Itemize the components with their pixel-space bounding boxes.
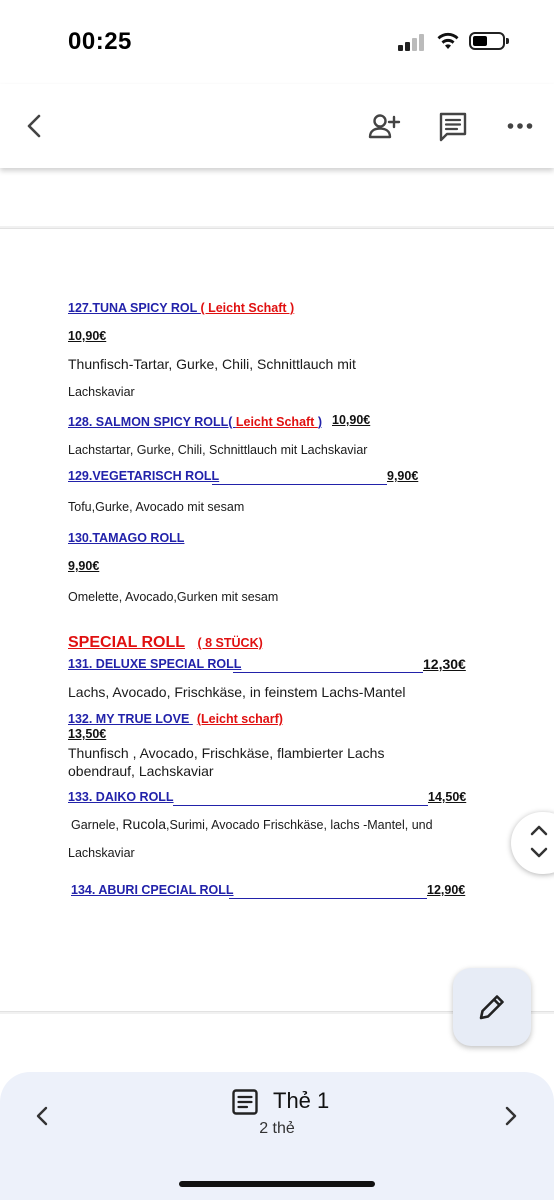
share-button[interactable] [364,106,404,146]
document-viewer[interactable] [0,168,554,1072]
document-page [0,228,554,1012]
edit-button[interactable] [453,968,531,1046]
item-price: 9,90€ [68,559,100,573]
desc-part: Garnele, [71,818,123,832]
menu-item-132 [68,710,283,728]
item-name: 130.TAMAGO ROLL [68,531,185,545]
menu-item-127 [68,299,294,317]
item-underline [173,805,428,806]
next-sheet-button[interactable] [491,1096,531,1136]
cellular-signal-icon [398,33,426,51]
status-time: 00:25 [68,28,132,55]
more-options-button[interactable] [502,106,538,146]
wifi-icon [436,31,460,51]
section-title: SPECIAL ROLL [68,634,186,651]
item-name: 127.TUNA SPICY ROL [68,301,201,315]
item-description [71,816,433,832]
back-button[interactable] [16,106,52,146]
item-name: 128. SALMON SPICY ROLL( [68,415,236,429]
item-description: obendrauf, Lachskaviar [68,763,214,779]
item-description: Lachstartar, Gurke, Chili, Schnittlauch mit Lachskaviar [68,443,368,457]
section-note: ( 8 STÜCK) [197,636,263,650]
desc-part: Rucola [122,816,167,832]
comments-button[interactable] [433,106,473,148]
previous-page-edge [0,168,554,226]
item-note-close: ) [317,415,322,429]
document-icon [231,1088,259,1116]
item-note: (Leicht scharf) [196,712,283,726]
item-description: Lachskaviar [68,846,135,860]
item-name: 131. DELUXE SPECIAL ROLL [68,657,242,671]
chevron-down-icon[interactable] [530,847,548,859]
chevron-right-icon [504,1105,518,1127]
home-indicator [179,1181,375,1187]
item-note: Leicht Schaft [235,415,318,429]
item-underline [233,672,423,673]
sheet-tab-bar [0,1072,554,1200]
item-description: Lachs, Avocado, Frischkäse, in feinstem Lachs-Mantel [68,684,406,700]
item-price: 14,50€ [428,790,467,804]
item-description: Lachskaviar [68,385,135,399]
item-name: 132. MY TRUE LOVE [68,712,193,726]
item-underline [229,898,427,899]
item-price: 10,90€ [332,413,371,427]
item-description: Thunfisch , Avocado, Frischkäse, flambierter Lachs [68,745,385,761]
battery-icon [469,32,505,50]
app-bar [0,84,554,168]
item-name: 134. ABURI CPECIAL ROLL [71,883,234,897]
item-underline [212,484,387,485]
item-price: 12,90€ [427,883,466,897]
item-note: ( Leicht Schaft ) [200,301,295,315]
item-price: 9,90€ [387,469,419,483]
item-name: 133. DAIKO ROLL [68,790,174,804]
item-name: 129.VEGETARISCH ROLL [68,469,220,483]
item-description: Omelette, Avocado,Gurken mit sesam [68,590,279,604]
item-price: 12,30€ [423,656,466,672]
menu-item-128 [68,413,322,431]
item-description: Tofu,Gurke, Avocado mit sesam [68,500,245,514]
person-add-icon [367,112,401,140]
comment-icon [438,111,468,143]
desc-part: ,Surimi, Avocado Frischkäse, lachs -Mantel, und [166,818,433,832]
more-horizontal-icon [507,122,533,130]
status-bar [0,0,554,84]
sheet-count: 2 thẻ [259,1120,295,1137]
item-description: Thunfisch-Tartar, Gurke, Chili, Schnittlauch mit [68,356,356,372]
item-price: 13,50€ [68,727,107,741]
chevron-left-icon [25,113,43,139]
chevron-up-icon[interactable] [530,824,548,836]
pencil-icon [476,991,508,1023]
sheet-title[interactable]: Thẻ 1 [273,1088,330,1113]
item-price: 10,90€ [68,329,107,343]
section-heading [68,634,263,652]
